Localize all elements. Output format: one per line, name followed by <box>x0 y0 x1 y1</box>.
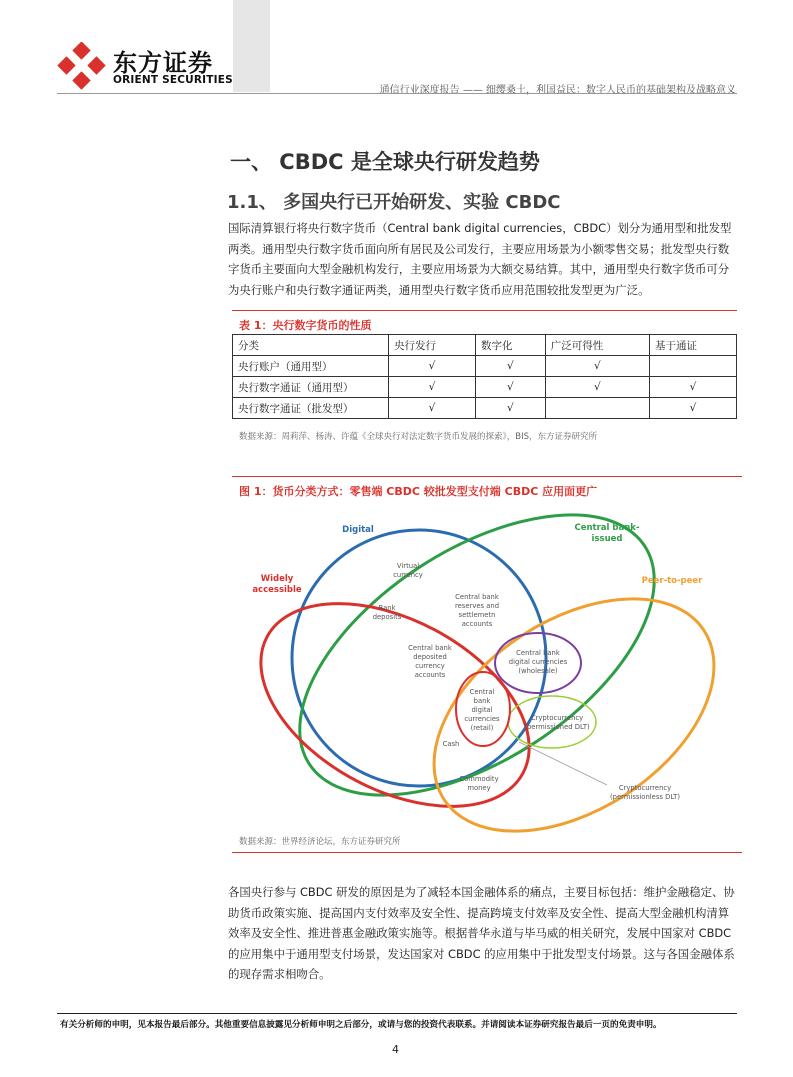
label-widely-line1: Widely <box>260 574 294 584</box>
label-retail-3: digital <box>471 706 493 714</box>
intro-paragraph: 国际清算银行将央行数字货币（Central bank digital currencies，CBDC）划分为通用型和批发型两类。通用型央行数字货币面向所有居民及公司发行，主要应用场景为小额零售交易；批发型央行数字货币主要面向大型金融机构发行，主要应用场景为大额交易结算。其中，通用型央行数字货币可分为央行账户和央行数字通证两类，通用型央行数字货币应用范围较批发型更为广泛。 <box>228 221 732 297</box>
figure-source: 数据来源：世界经济论坛，东方证券研究所 <box>239 837 401 847</box>
label-cb-deposited-2: deposited <box>413 653 447 661</box>
label-commodity-1: Commodity <box>459 775 499 783</box>
second-paragraph: 各国央行参与 CBDC 研发的原因是为了减轻本国金融体系的痛点，主要目标包括：维护金融稳定、协助货币政策实施、提高国内支付效率及安全性、提高跨境支付效率及安全性、提高大型金融机构清算效率及安全性、推进普惠金融政策实施等。根据普华永道与毕马威的相关研究，发展中国家对 CBDC 的应用集中于通用型支付场景，发达国家对 CBDC 的应用集中于批发型支付场景。这与各国金融体系的现存需求相吻合。 <box>228 885 735 981</box>
label-wholesale-2: digital currencies <box>508 658 568 666</box>
label-retail-5: (retail) <box>470 724 494 732</box>
permissioned-dlt-ellipse <box>508 696 596 748</box>
label-cash: Cash <box>442 740 460 748</box>
label-virtual-currency-1: Virtual <box>396 562 420 570</box>
figure-top-rule <box>232 476 742 477</box>
table-row <box>233 398 737 419</box>
label-reserves-1: Central bank <box>455 593 499 601</box>
cbdc-properties-table <box>232 334 737 419</box>
label-reserves-4: accounts <box>461 620 493 628</box>
table-title: 表 1：央行数字货币的性质 <box>239 319 372 332</box>
label-bank-deposits-2: deposits <box>372 613 402 621</box>
table-cell: √ <box>389 356 476 377</box>
table-cell <box>545 398 649 419</box>
orient-logo-icon <box>57 42 107 90</box>
label-reserves-2: reserves and <box>454 602 500 610</box>
label-peer-to-peer: Peer-to-peer <box>641 576 703 586</box>
table-header-cell: 央行发行 <box>389 335 476 356</box>
label-retail-4: currencies <box>464 715 500 723</box>
table-cell: √ <box>545 377 649 398</box>
table-cell: √ <box>389 398 476 419</box>
header-divider <box>57 93 737 94</box>
table-row <box>233 356 737 377</box>
figure-title: 图 1：货币分类方式：零售端 CBDC 较批发型支付端 CBDC 应用面更广 <box>239 485 598 498</box>
table-header-cell: 基于通证 <box>649 335 736 356</box>
header-grey-band <box>233 0 270 92</box>
label-wholesale-3: (wholesale) <box>518 667 558 675</box>
widely-accessible-set-ellipse <box>232 562 563 845</box>
label-crypto-permissioned-2: (permissioned DLT) <box>524 723 590 731</box>
table-cell: 央行数字通证（通用型） <box>233 377 389 398</box>
label-cb-deposited-3: currency <box>415 662 445 670</box>
label-reserves-3: settlemetn <box>458 611 496 619</box>
label-crypto-permissionless-1: Cryptocurrency <box>618 784 672 792</box>
money-flower-diagram <box>232 500 742 845</box>
section-heading: 一、 CBDC 是全球央行研发趋势 <box>230 150 540 174</box>
label-cb-issued-line2: issued <box>591 534 623 544</box>
label-bank-deposits-1: Bank <box>378 604 396 612</box>
subsection-heading: 1.1、 多国央行已开始研发、实验 CBDC <box>227 192 561 213</box>
logo-name-en: ORIENT SECURITIES <box>113 74 233 86</box>
table-row <box>233 377 737 398</box>
logo-name-cn: 东方证券 <box>113 49 213 77</box>
table-cell: √ <box>545 356 649 377</box>
label-crypto-permissionless-2: (permissionless DLT) <box>610 793 680 801</box>
table-cell: √ <box>476 377 546 398</box>
label-retail-1: Central <box>469 688 495 696</box>
footer-divider <box>57 1013 737 1014</box>
label-cb-deposited-4: accounts <box>414 671 446 679</box>
pointer-line <box>519 742 607 785</box>
table-cell: √ <box>476 398 546 419</box>
label-digital: Digital <box>342 525 374 535</box>
figure-bottom-rule <box>232 852 742 853</box>
table-header-cell: 广泛可得性 <box>545 335 649 356</box>
label-crypto-permissioned-1: Cryptocurrency <box>530 714 584 722</box>
label-widely-line2: accessible <box>252 585 302 595</box>
table-cell: √ <box>649 377 736 398</box>
label-cb-deposited-1: Central bank <box>408 644 452 652</box>
label-virtual-currency-2: currency <box>393 571 423 579</box>
label-cb-issued-line1: Central bank- <box>574 523 640 533</box>
table-cell: 央行数字通证（批发型） <box>233 398 389 419</box>
label-wholesale-1: Central bank <box>516 649 560 657</box>
table-source: 数据来源：周莉萍、杨涛、许蕴《全球央行对法定数字货币发展的探索》，BIS，东方证券研究所 <box>239 432 597 442</box>
table-header-cell: 数字化 <box>476 335 546 356</box>
table-top-rule <box>232 310 737 311</box>
report-title: 通信行业深度报告 —— 细缨桑土，利国益民：数字人民币的基础架构及战略意义 <box>379 85 736 96</box>
table-header-row <box>233 335 737 356</box>
table-cell <box>649 356 736 377</box>
label-commodity-2: money <box>467 784 491 792</box>
table-cell: √ <box>649 398 736 419</box>
page-number: 4 <box>392 1043 399 1056</box>
table-cell: 央行账户（通用型） <box>233 356 389 377</box>
label-retail-2: bank <box>473 697 491 705</box>
footer-disclaimer: 有关分析师的申明，见本报告最后部分。其他重要信息披露见分析师申明之后部分，或请与您的投资代表联系。并请阅读本证券研究报告最后一页的免责申明。 <box>60 1020 662 1030</box>
table-cell: √ <box>389 377 476 398</box>
table-header-cell: 分类 <box>233 335 389 356</box>
table-cell: √ <box>476 356 546 377</box>
